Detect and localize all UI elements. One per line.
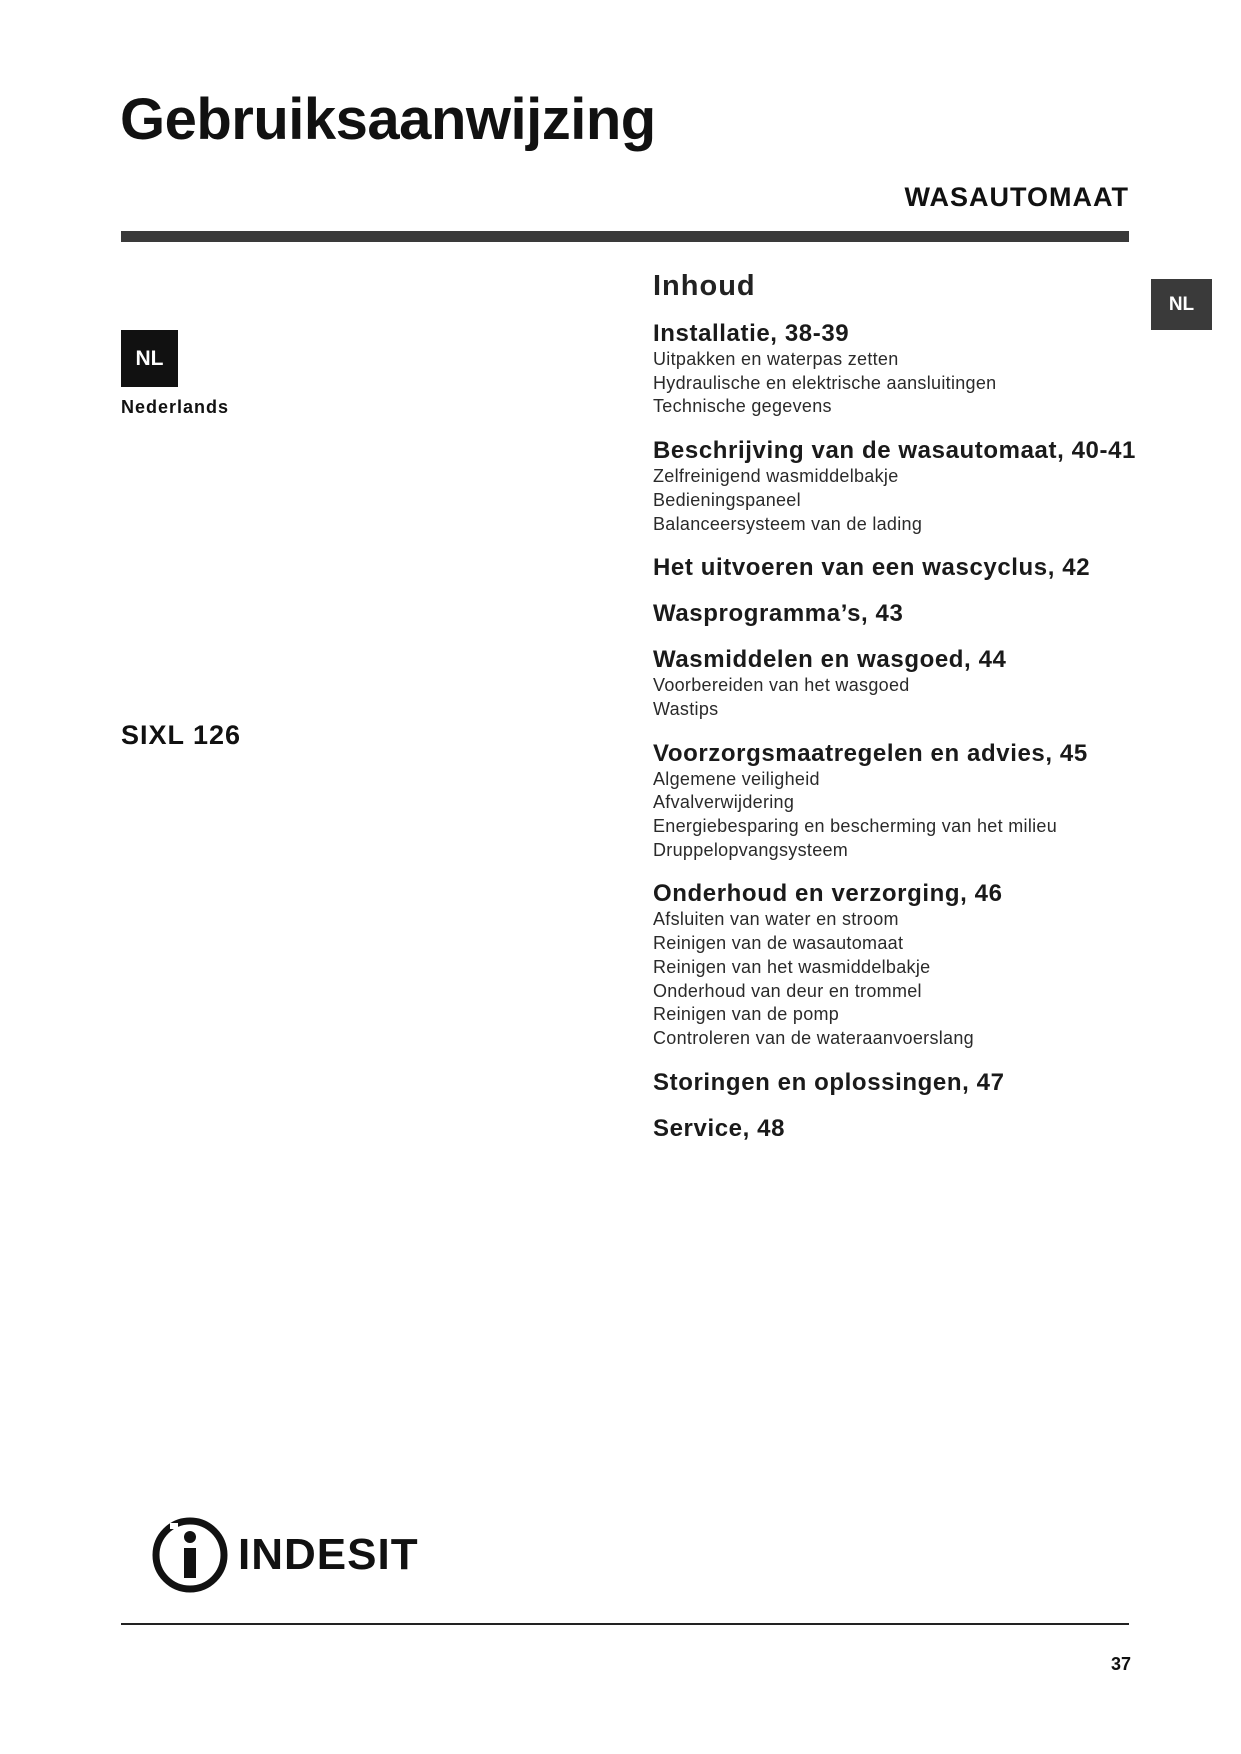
brand-logo (150, 1515, 419, 1595)
toc-item: Onderhoud van deur en trommel (653, 980, 922, 1001)
top-divider (121, 231, 1129, 242)
language-edge-tab: NL (1151, 279, 1212, 330)
toc-section (653, 437, 1143, 536)
toc-item: Bedieningspaneel (653, 489, 801, 510)
toc-item: Afsluiten van water en stroom (653, 909, 899, 930)
toc-item: Algemene veiligheid (653, 768, 820, 789)
toc-item: Druppelopvangsysteem (653, 839, 849, 860)
toc-section (653, 646, 1143, 721)
toc-section-title: Voorzorgsmaatregelen en advies, 45 (653, 739, 1088, 767)
toc-item: Reinigen van het wasmiddelbakje (653, 956, 931, 977)
toc-item: Uitpakken en waterpas zetten (653, 349, 899, 369)
table-of-contents (653, 268, 1143, 1161)
toc-section (653, 740, 1143, 863)
indesit-logo-icon (150, 1515, 230, 1595)
page-number: 37 (1110, 1654, 1131, 1674)
toc-item: Reinigen van de pomp (653, 1004, 840, 1025)
toc-section-title: Storingen en oplossingen, 47 (653, 1068, 1005, 1096)
toc-section-title: Beschrijving van de wasautomaat, 40-41 (653, 437, 1136, 465)
page-title: Gebruiksaanwijzing (120, 87, 656, 152)
toc-section-title: Wasmiddelen en wasgoed, 44 (653, 646, 1007, 674)
model-number: SIXL 126 (121, 720, 242, 750)
toc-sections (653, 320, 1143, 1143)
toc-item: Technische gegevens (653, 396, 832, 417)
toc-item: Zelfreinigend wasmiddelbakje (653, 466, 899, 487)
language-name: Nederlands (121, 397, 230, 417)
toc-section-title: Wasprogramma’s, 43 (653, 600, 904, 628)
toc-item: Balanceersysteem van de lading (653, 513, 923, 534)
toc-section (653, 1069, 1143, 1097)
toc-item: Voorbereiden van het wasgoed (653, 675, 910, 696)
toc-item: Reinigen van de wasautomaat (653, 933, 904, 954)
toc-section (653, 320, 1143, 419)
toc-section (653, 1115, 1143, 1143)
toc-section (653, 600, 1143, 628)
toc-item: Hydraulische en elektrische aansluitingen (653, 372, 997, 393)
toc-heading: Inhoud (653, 270, 756, 302)
toc-section-title: Onderhoud en verzorging, 46 (653, 880, 1003, 908)
toc-section (653, 880, 1143, 1050)
toc-item: Controleren van de wateraanvoerslang (653, 1027, 974, 1048)
toc-section-title: Installatie, 38-39 (653, 320, 850, 347)
product-type: WASAUTOMAAT (904, 182, 1129, 212)
language-badge: NL (121, 330, 178, 387)
toc-section (653, 554, 1143, 582)
bottom-divider (121, 1623, 1129, 1625)
toc-section-title: Het uitvoeren van een wascyclus, 42 (653, 554, 1091, 582)
toc-section-title: Service, 48 (653, 1114, 786, 1142)
toc-item: Afvalverwijdering (653, 792, 795, 813)
toc-item: Energiebesparing en bescherming van het milieu (653, 816, 1058, 837)
toc-item: Wastips (653, 698, 719, 719)
brand-name: INDESIT (238, 1530, 419, 1579)
